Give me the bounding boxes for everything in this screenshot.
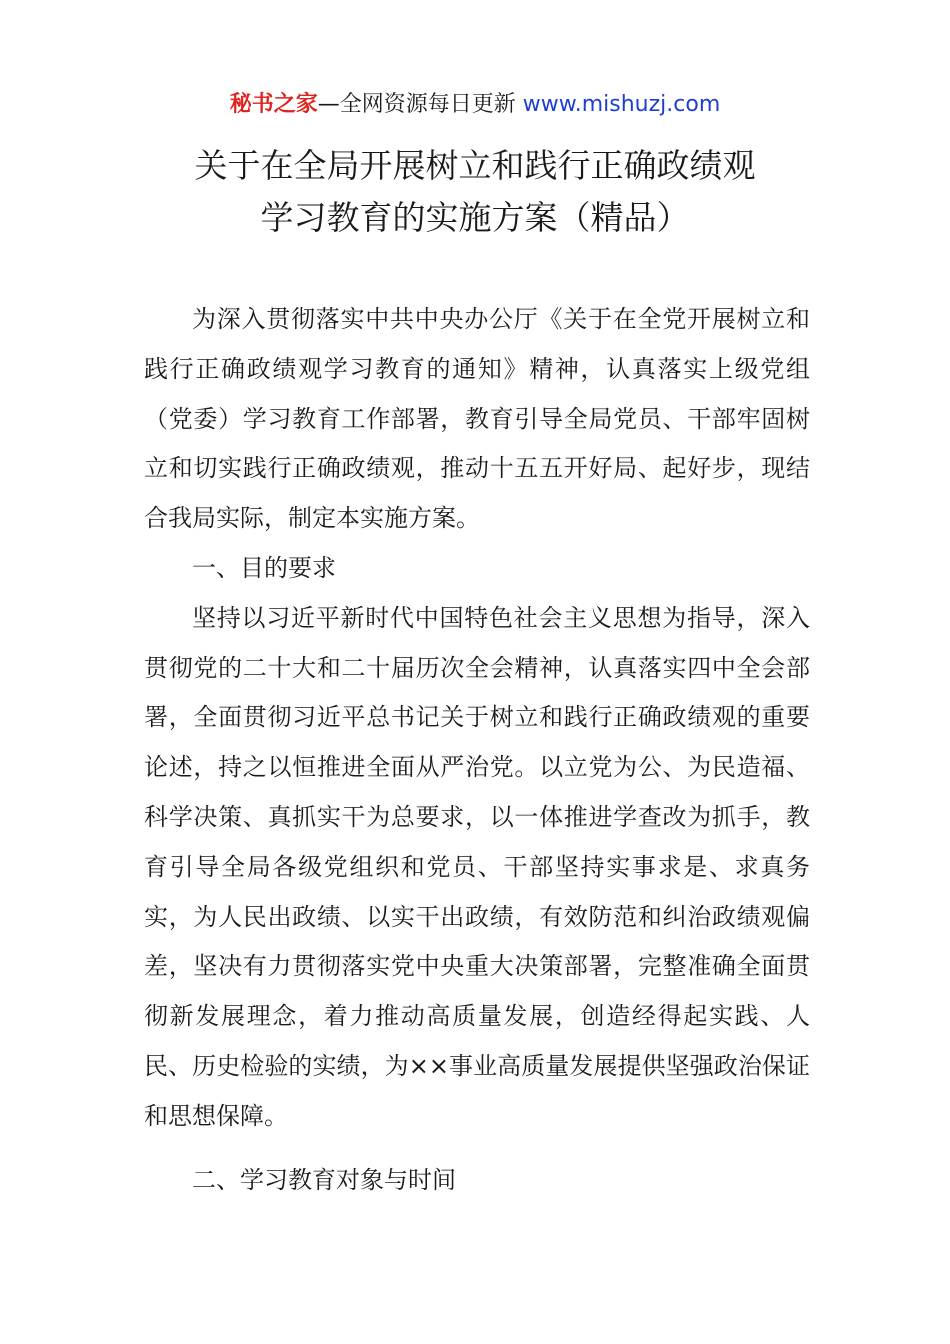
section-1-paragraph: 坚持以习近平新时代中国特色社会主义思想为指导，深入贯彻党的二十大和二十届历次全会精神，认真落实四中全会部署，全面贯彻习近平总书记关于树立和践行正确政绩观的重要论述，持之以恒推进全面从严治党。以立党为公、为民造福、科学决策、真抓实干为总要求，以一体推进学查改为抓手，教育引导全局各级党组织和党员、干部坚持实事求是、求真务实，为人民出政绩、以实干出政绩，有效防范和纠治政绩观偏差，坚决有力贯彻落实党中央重大决策部署，完整准确全面贯彻新发展理念，着力推动高质量发展，创造经得起实践、人民、历史检验的实绩，为××事业高质量发展提供坚强政治保证和思想保障。 bbox=[144, 603, 810, 1130]
site-brand: 秘书之家 bbox=[229, 92, 318, 117]
site-url-link[interactable]: www.mishuzj.com bbox=[522, 92, 721, 117]
title-line-2: 学习教育的实施方案（精品） bbox=[260, 198, 690, 237]
title-line-1: 关于在全局开展树立和践行正确政绩观 bbox=[194, 146, 756, 185]
site-header bbox=[0, 88, 950, 122]
section-1-heading: 一、目的要求 bbox=[192, 553, 336, 582]
intro-paragraph: 为深入贯彻落实中共中央办公厅《关于在全党开展树立和践行正确政绩观学习教育的通知》精神，认真落实上级党组（党委）学习教育工作部署，教育引导全局党员、干部牢固树立和切实践行正确政绩观，推动十五五开好局、起好步，现结合我局实际，制定本实施方案。 bbox=[144, 305, 810, 533]
site-tagline: —全网资源每日更新 bbox=[317, 92, 516, 117]
document-title bbox=[0, 140, 950, 244]
document-body bbox=[144, 295, 810, 1205]
section-2-heading: 二、学习教育对象与时间 bbox=[192, 1165, 456, 1194]
